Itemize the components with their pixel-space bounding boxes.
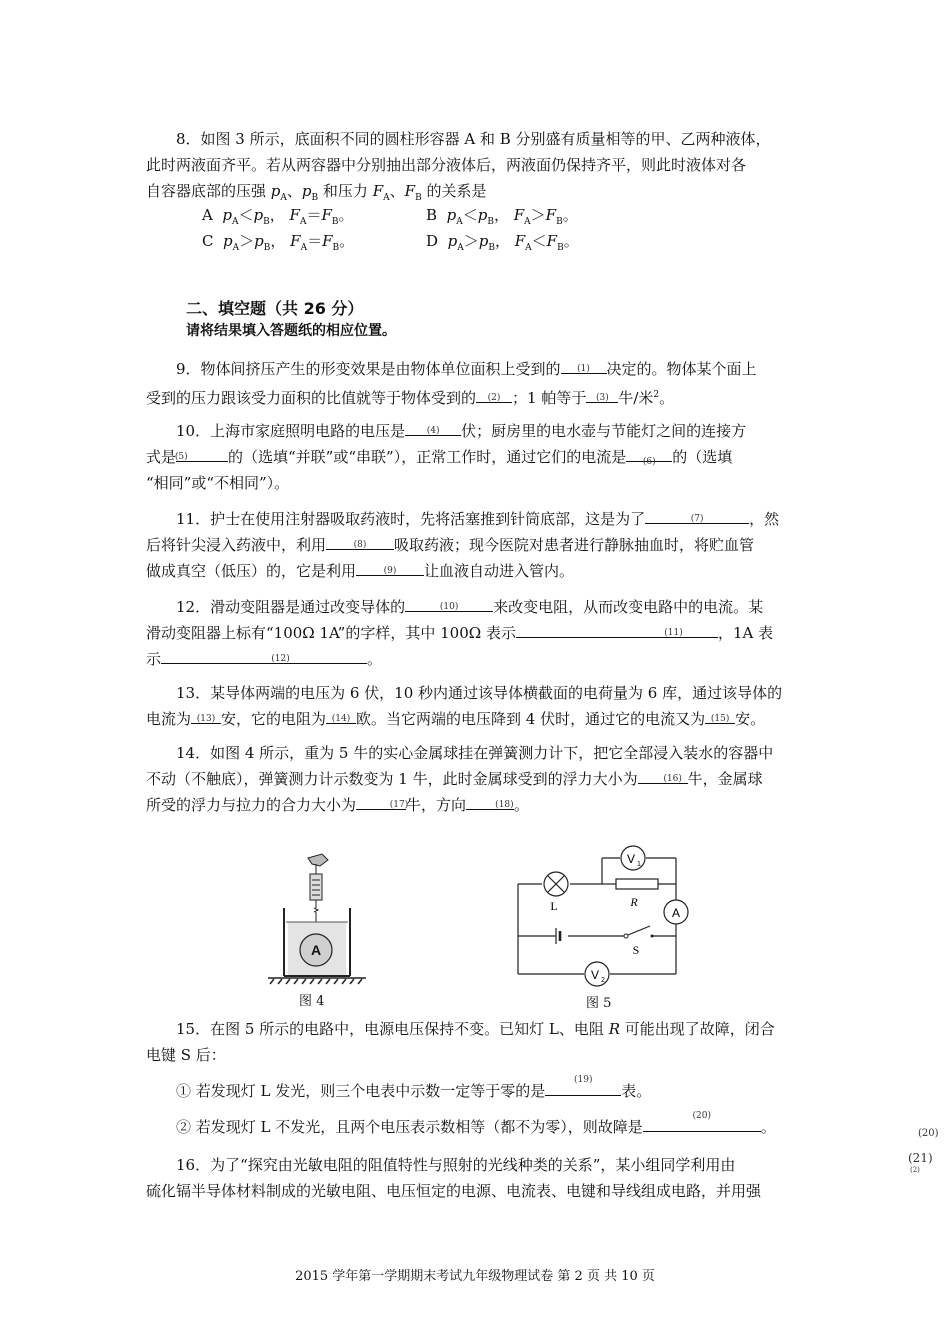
answer-blank-3[interactable]: (3) (586, 387, 618, 403)
page-footer: 2015 学年第一学期期末考试九年级物理试卷 第 2 页 共 10 页 (295, 1269, 655, 1284)
q8-option-c[interactable]: C $p_A>p_B$， $F_A=F_B$。 (202, 232, 355, 253)
answer-blank-11[interactable]: (11) (516, 622, 718, 638)
q8-line-3: 自容器底部的压强 $p_A$、$p_B$ 和压力 $F_A$、$F_B$ 的关系是 (146, 182, 487, 203)
ball-label: A (310, 942, 322, 958)
question-14: 14．如图 4 所示，重为 5 牛的实心金属球挂在弹簧测力计下，把它全部浸入装水的容器中 不动（不触底），弹簧测力计示数变为 1 牛，此时金属球受到的浮力大小为 (16) 牛，金属球 所受的浮力与拉力的合力大小为 (17) 牛，方向 (18) 。 (146, 744, 774, 814)
resistor-label: R (630, 895, 638, 909)
q8-option-b[interactable]: B $p_A<p_B$， $F_A>F_B$。 (426, 206, 578, 227)
answer-blank-7[interactable]: (7) (645, 508, 749, 524)
q8-line-1: 8．如图 3 所示，底面积不同的圆柱形容器 A 和 B 分别盛有质量相等的甲、乙两种液体， (176, 130, 771, 148)
question-9: 9．物体间挤压产生的形变效果是由物体单位面积上受到的 (1) 决定的。物体某个面上 受到的压力跟该受力面积的比值就等于物体受到的 (2) ；1 帕等于 (3) 牛/米$^2$。 (146, 360, 757, 407)
question-15: 15．在图 5 所示的电路中，电源电压保持不变。已知灯 L、电阻 R 可能出现了故障，闭合 电键 S 后： (146, 1020, 775, 1064)
question-15-part-1: ① 若发现灯 L 发光，则三个电表中示数一定等于零的是 (19) 表。 (176, 1075, 652, 1100)
answer-blank-10[interactable]: (10) (405, 596, 493, 612)
question-16: 16．为了“探究由光敏电阻的阻值特性与照射的光线种类的关系”，某小组同学利用由 硫化镉半导体材料制成的光敏电阻、电压恒定的电源、电流表、电键和导线组成电路，并用强 (146, 1156, 762, 1200)
answer-blank-5[interactable]: (5) (176, 446, 228, 462)
resistor-icon (616, 879, 658, 889)
question-12: 12．滑动变阻器是通过改变导体的 (10) 来改变电阻，从而改变电路中的电流。某 滑动变阻器上标有“100Ω 1A”的字样，其中 100Ω 表示 (11) ，1A 表 示 (12) 。 (146, 598, 774, 668)
question-11: 11．护士在使用注射器吸取药液时，先将活塞推到针筒底部，这是为了 (7) ，然 后将针尖浸入药液中，利用 (8) 吸取药液；现今医院对患者进行静脉抽血时，将贮血管 做成真空（低压）的，它是利用 (9) 让血液自动进入管内。 (146, 510, 780, 580)
ammeter-icon (664, 900, 688, 924)
svg-text:2: 2 (601, 977, 605, 984)
svg-text:1: 1 (637, 861, 641, 868)
question-8 (146, 126, 810, 211)
voltmeter-v2-icon (585, 962, 609, 986)
answer-blank-2[interactable]: (2) (476, 387, 512, 403)
answer-blank-6[interactable]: (6) (626, 446, 672, 462)
answer-blank-8[interactable]: (8) (326, 534, 394, 550)
metal-ball (300, 934, 332, 966)
battery-icon (556, 928, 560, 944)
answer-blank-13[interactable]: (13) (191, 708, 221, 724)
figure-5-caption: 图 5 (586, 996, 612, 1011)
svg-text:V: V (590, 968, 600, 982)
answer-blank-9[interactable]: (9) (356, 560, 424, 576)
figure-4-caption: 图 4 (299, 994, 325, 1009)
section-title: 二、填空题（共 26 分） (186, 299, 364, 318)
lamp-label: L (550, 899, 558, 913)
answer-blank-1[interactable]: (1) (561, 358, 607, 374)
switch-label: S (632, 943, 640, 957)
q8-line-2: 此时两液面齐平。若从两容器中分别抽出部分液体后，两液面仍保持齐平，则此时液体对各 (146, 156, 747, 174)
answer-blank-14[interactable]: (14) (326, 708, 356, 724)
answer-blank-19[interactable]: (19) (545, 1080, 621, 1096)
svg-text:A: A (671, 906, 681, 920)
svg-text:V: V (626, 852, 636, 866)
answer-blank-17[interactable]: (17) (356, 794, 406, 810)
answer-blank-16[interactable]: (16) (638, 768, 688, 784)
q8-option-d[interactable]: D $p_A>p_B$， $F_A<F_B$。 (426, 232, 579, 253)
answer-blank-20[interactable]: (20) (643, 1116, 761, 1132)
section-instruction: 请将结果填入答题纸的相应位置。 (186, 323, 396, 339)
answer-blank-18[interactable]: (18) (466, 794, 514, 810)
margin-note-20: (20) (918, 1128, 939, 1139)
question-10: 10．上海市家庭照明电路的电压是 (4) 伏；厨房里的电水壶与节能灯之间的连接方 式是 (5) 的（选填“并联”或“串联”），正常工作时，通过它们的电流是 (6) 的（选填 “相同”或“不相同”）。 (146, 422, 747, 492)
q8-line-3-text: 自容器底部的压强 (146, 182, 267, 200)
margin-note-21: (21) (908, 1151, 933, 1165)
answer-blank-12[interactable]: (12) (161, 648, 367, 664)
question-13: 13．某导体两端的电压为 6 伏，10 秒内通过该导体横截面的电荷量为 6 库，通过该导体的 电流为 (13) 安，它的电阻为 (14) 欧。当它两端的电压降到 4 伏时，通过它的电流又为 (15) 安。 (146, 684, 783, 728)
answer-blank-4[interactable]: (4) (405, 420, 461, 436)
figure-4 (262, 852, 372, 986)
lamp-icon (544, 872, 568, 896)
answer-blank-15[interactable]: (15) (705, 708, 735, 724)
figure-5-circuit (512, 844, 692, 992)
question-15-part-2: ② 若发现灯 L 不发光，且两个电压表示数相等（都不为零），则故障是 (20) 。 (176, 1111, 776, 1136)
q8-option-a[interactable]: A $p_A<p_B$， $F_A=F_B$。 (202, 206, 354, 227)
voltmeter-v1-icon (621, 846, 645, 870)
switch-icon (624, 926, 654, 938)
margin-note-2: (2) (910, 1166, 920, 1174)
